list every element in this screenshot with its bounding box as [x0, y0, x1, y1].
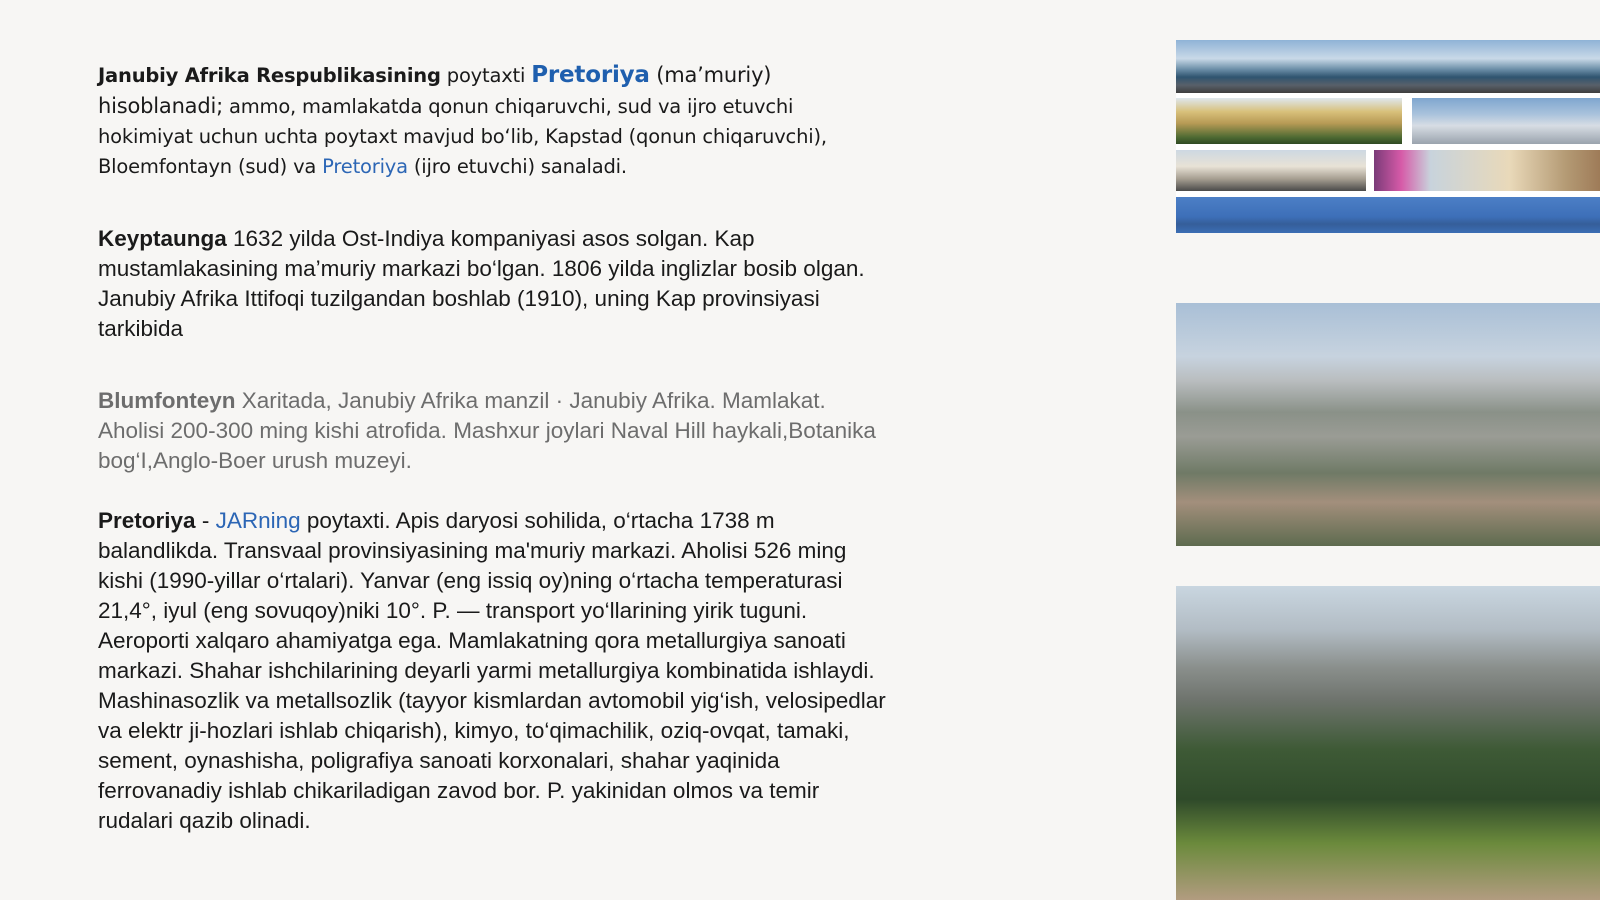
paragraph-south-africa-capitals [98, 60, 888, 182]
line2-lead: hisoblanadi; [98, 94, 223, 118]
p1-end: (ijro etuvchi) sanaladi. [407, 155, 627, 178]
capital-word: poytaxti [440, 64, 532, 87]
cape-town-title: Keyptaunga [98, 226, 227, 251]
waterfront-photo [1412, 98, 1600, 144]
paragraph-pretoria [98, 506, 888, 836]
harbour-photo [1176, 40, 1600, 93]
pretoria-dash: - [195, 508, 216, 533]
paragraph-cape-town [98, 224, 888, 344]
pretoria-body: poytaxti. Apis daryosi sohilida, o‘rtacha 1738 m balandlikda. Transvaal provinsiyasining ma'muriy markazi. Aholisi 526 ming kishi (1990-yillar o‘rtalari). Yanvar (eng issiq oy)ning o‘rtacha temperaturasi 21,4°, iyul (eng sovuqoy)niki 10°. P. — transport yo‘llarining yirik tuguni. Aeroporti xalqaro ahamiyatga ega. Mamlakatning qora metallurgiya sanoati markazi. Shahar ishchilarining deyarli yarmi metallurgiya kombinatida ishlaydi. Mashinasozlik va metallsozlik (tayyor kismlardan avtomobil yig‘ish, velosipedlar va elektr ji-hozlari ishlab chiqarish), kimyo, to‘qimachilik, oziq-ovqat, tamaki, sement, oynashisha, poligrafiya sanoati korxonalari, shahar yaqinida ferrovanadiy ishlab chikariladigan zavod bor. P. yakinidan olmos va temir rudalari qazib olinadi. [98, 508, 886, 833]
colorful-houses-photo [1374, 150, 1600, 191]
sea-mountain-photo [1176, 197, 1600, 233]
jar-link[interactable]: JARning [215, 508, 301, 533]
bloemfontein-body: Xaritada, Janubiy Afrika manzil · Janubiy Afrika. Mamlakat. Aholisi 200-300 ming kishi atrofida. Mashxur joylari Naval Hill haykali,Botanika bog‘I,Anglo-Boer urush muzeyi. [98, 388, 876, 473]
pretoria-title: Pretoriya [98, 508, 196, 533]
pretoria-link[interactable]: Pretoriya [322, 155, 408, 178]
after-capital-text: (ma’muriy) [649, 63, 772, 87]
city-hall-photo [1176, 98, 1402, 144]
capital-highlight[interactable]: Pretoriya [531, 62, 650, 88]
p1-rest: ammo, mamlakatda qonun chiqaruvchi, sud va ijro etuvchi hokimiyat uchun uchta poytaxt mavjud bo‘lib, Kapstad (qonun chiqaruvchi), Bloemfontayn (sud) va [98, 95, 827, 178]
street-photo [1176, 150, 1366, 191]
cape-town-photo-collage [1176, 40, 1600, 233]
country-name: Janubiy Afrika Respublikasining [98, 64, 441, 87]
cape-town-body: 1632 yilda Ost-Indiya kompaniyasi asos solgan. Kap mustamlakasining ma’muriy markazi bo‘lgan. 1806 yilda inglizlar bosib olgan. Janubiy Afrika Ittifoqi tuzilgandan boshlab (1910), uning Kap provinsiyasi tarkibida [98, 226, 865, 341]
pretoria-skyline-photo [1176, 586, 1600, 900]
paragraph-bloemfontein [98, 386, 888, 476]
bloemfontein-city-photo [1176, 303, 1600, 546]
bloemfontein-title: Blumfonteyn [98, 388, 236, 413]
